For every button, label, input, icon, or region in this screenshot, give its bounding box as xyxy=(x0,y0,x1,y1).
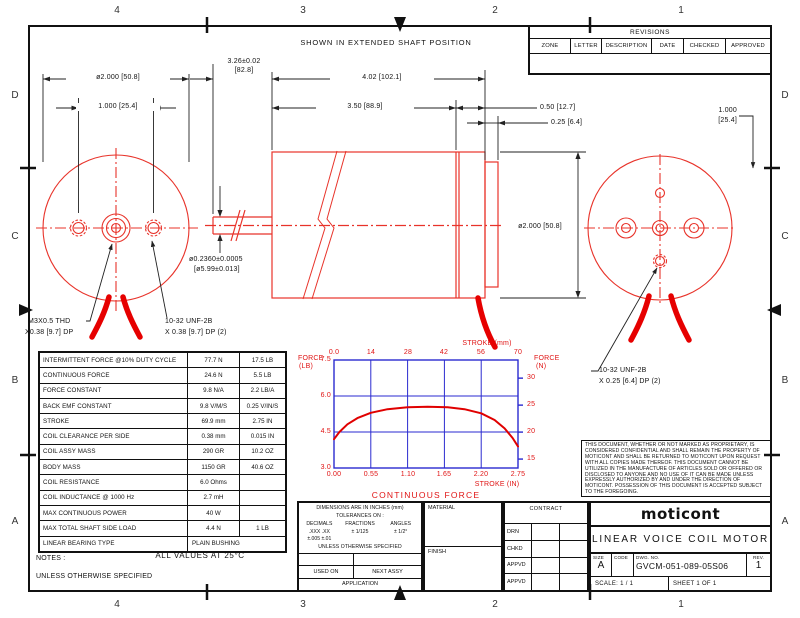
callout-m3-thread-depth: X0.38 [9.7] DP xyxy=(25,329,74,336)
zone-label-top: 1 xyxy=(678,5,684,16)
revisions-col-checked: CHECKED xyxy=(684,39,726,53)
rev-value: 1 xyxy=(755,560,762,571)
tol-angles-1: ± 1/2° xyxy=(394,528,408,535)
next-assy-label: NEXT ASSY xyxy=(372,569,403,575)
spec-metric: 24.6 N xyxy=(187,368,239,382)
spec-imperial xyxy=(239,491,285,505)
zone-label-top: 2 xyxy=(492,5,498,16)
finish-label: FINISH xyxy=(428,549,447,555)
dim-left-diameter: ø2.000 [50.8] xyxy=(66,74,170,82)
spec-label: COIL RESISTANCE xyxy=(43,479,100,487)
chart-left-axis-label: FORCE xyxy=(298,355,324,362)
revisions-title: REVISIONS xyxy=(530,27,770,39)
approval-row xyxy=(505,573,587,590)
zone-label-top: 3 xyxy=(300,5,306,16)
dim-shaft-diameter-mm: [ø5.99±0.013] xyxy=(194,266,240,273)
zone-label-bottom: 4 xyxy=(114,599,120,610)
spec-metric: 40 W xyxy=(187,506,239,520)
chart-bottom-tick: 0.00 xyxy=(326,471,342,478)
spec-label: COIL INDUCTANCE @ 1000 Hz xyxy=(43,494,135,502)
tol-angles-header: ANGLES xyxy=(390,521,412,527)
dim-left-hole-spacing: 1.000 [25.4] xyxy=(76,103,160,111)
zone-label-right: B xyxy=(781,375,789,386)
title-block xyxy=(589,501,772,592)
chart-right-tick: 25 xyxy=(527,401,536,408)
spec-row xyxy=(40,368,285,383)
chart-bottom-tick: 0.55 xyxy=(363,471,379,478)
dim-retracted-length: 3.26±0.02 xyxy=(227,58,261,65)
spec-metric: 0.38 mm xyxy=(187,429,239,443)
spec-imperial: 2.75 IN xyxy=(239,414,285,428)
zone-label-left: A xyxy=(11,516,19,527)
size-value: A xyxy=(597,560,605,571)
application-label: APPLICATION xyxy=(299,578,421,590)
chart-bottom-tick: 1.10 xyxy=(400,471,416,478)
spec-row xyxy=(40,475,285,490)
spec-row xyxy=(40,445,285,460)
chart-right-tick: 30 xyxy=(527,374,536,381)
chart-bottom-tick: 2.75 xyxy=(510,471,526,478)
approval-row xyxy=(505,557,587,574)
spec-table xyxy=(38,351,287,553)
spec-metric: 4.4 N xyxy=(187,521,239,535)
spec-metric: PLAIN BUSHING xyxy=(187,537,285,551)
spec-imperial: 1 LB xyxy=(239,521,285,535)
spec-row xyxy=(40,399,285,414)
chart-top-axis-label: STROKE (mm) xyxy=(462,340,512,347)
zone-label-right: A xyxy=(781,516,789,527)
revisions-table xyxy=(528,25,772,75)
spec-row xyxy=(40,460,285,475)
spec-metric: 69.9 mm xyxy=(187,414,239,428)
dwg-no-label: DWG. NO. xyxy=(636,555,660,560)
notes-unless: UNLESS OTHERWISE SPECIFIED xyxy=(36,573,153,580)
zone-label-left: D xyxy=(11,90,19,101)
spec-metric: 6.0 Ohms xyxy=(187,475,239,489)
spec-imperial: 17.5 LB xyxy=(239,353,285,367)
spec-label: INTERMITTENT FORCE @10% DUTY CYCLE xyxy=(43,356,177,364)
sheet-value: SHEET 1 OF 1 xyxy=(673,580,717,587)
dim-cap-length: 0.50 [12.7] xyxy=(540,104,576,111)
material-label: MATERIAL xyxy=(425,503,501,547)
chart-left-axis-label: (LB) xyxy=(299,363,314,370)
chart-bottom-tick: 2.20 xyxy=(473,471,489,478)
chart-left-tick: 6.0 xyxy=(320,392,331,399)
spec-label: STROKE xyxy=(43,417,70,425)
chart-title: CONTINUOUS FORCE xyxy=(371,490,481,500)
tolerance-line-1: DIMENSIONS ARE IN INCHES (mm) xyxy=(316,505,404,511)
used-on-row xyxy=(299,565,421,578)
chart-left-tick: 4.5 xyxy=(320,428,331,435)
view-caption: SHOWN IN EXTENDED SHAFT POSITION xyxy=(300,38,472,47)
chart-top-tick: 56 xyxy=(476,349,486,356)
chart-right-axis-label: FORCE xyxy=(534,355,560,362)
spec-imperial: 0.25 V/IN/S xyxy=(239,399,285,413)
zone-label-bottom: 3 xyxy=(300,599,306,610)
code-label: CODE xyxy=(614,555,629,560)
dim-shaft-diameter: ø0.2360±0.0005 xyxy=(189,256,243,263)
spec-row xyxy=(40,384,285,399)
spec-metric: 1150 GR xyxy=(187,460,239,474)
tol-decimals-1: .XXX .XX xyxy=(308,528,330,535)
spec-metric: 9.8 V/M/S xyxy=(187,399,239,413)
drawing-title: LINEAR VOICE COIL MOTOR xyxy=(592,534,769,545)
spec-metric: 2.7 mH xyxy=(187,491,239,505)
zone-label-left: B xyxy=(11,375,19,386)
tol-decimals-header: DECIMALS xyxy=(306,521,333,527)
spec-row xyxy=(40,414,285,429)
chart-left-tick: 3.0 xyxy=(320,464,331,471)
dim-right-hole-spacing: 1.000 xyxy=(718,107,737,114)
material-block xyxy=(423,501,503,592)
dim-extended-length: 4.02 [102.1] xyxy=(330,74,434,82)
dim-end-cap-length: 0.25 [6.4] xyxy=(551,119,583,126)
tolerance-block xyxy=(297,501,423,592)
zone-label-bottom: 2 xyxy=(492,599,498,610)
spec-label: FORCE CONSTANT xyxy=(43,387,102,395)
drn-label: DRN xyxy=(505,524,532,540)
chart-bottom-tick: 1.65 xyxy=(436,471,452,478)
spec-imperial xyxy=(239,506,285,520)
continuous-force-chart xyxy=(296,338,566,508)
spec-label: MAX CONTINUOUS POWER xyxy=(43,509,127,517)
size-row xyxy=(591,552,770,576)
spec-row xyxy=(40,491,285,506)
scale-value: SCALE: 1 / 1 xyxy=(591,577,669,590)
tol-fractions-header: FRACTIONS xyxy=(345,521,375,527)
spec-imperial: 5.5 LB xyxy=(239,368,285,382)
chart-top-tick: 42 xyxy=(439,349,449,356)
spec-label: COIL ASSY MASS xyxy=(43,448,96,456)
callout-right-tap-depth: X 0.25 [6.4] DP (2) xyxy=(599,378,661,385)
scale-row xyxy=(591,576,770,590)
spec-imperial: 40.6 OZ xyxy=(239,460,285,474)
chart-left-tick: 7.5 xyxy=(320,356,331,363)
spec-imperial: 2.2 LB/A xyxy=(239,384,285,398)
spec-imperial xyxy=(239,475,285,489)
application-empty-row xyxy=(299,553,421,565)
zone-label-right: D xyxy=(781,90,789,101)
spec-label: BACK EMF CONSTANT xyxy=(43,402,112,410)
revisions-col-description: DESCRIPTION xyxy=(602,39,652,53)
all-values-note: ALL VALUES AT 25°C xyxy=(155,551,245,560)
spec-label: BODY MASS xyxy=(43,463,81,471)
spec-row xyxy=(40,353,285,368)
spec-label: COIL CLEARANCE PER SIDE xyxy=(43,433,130,441)
chart-top-tick: 14 xyxy=(366,349,376,356)
spec-metric: 290 GR xyxy=(187,445,239,459)
spec-row xyxy=(40,506,285,521)
approval-row xyxy=(505,523,587,540)
size-label: SIZE xyxy=(593,555,605,560)
callout-right-tap: 10-32 UNF-2B xyxy=(599,367,647,374)
notes-label: NOTES : xyxy=(36,555,66,562)
appvd-label: APPVD xyxy=(505,558,532,574)
tolerance-unless: UNLESS OTHERWISE SPECIFIED xyxy=(318,544,402,550)
revisions-col-date: DATE xyxy=(652,39,684,53)
contract-label: CONTRACT xyxy=(529,506,563,512)
zone-label-right: C xyxy=(781,231,789,242)
tol-decimals-2: ±.005 ±.01 xyxy=(307,536,332,542)
callout-left-tap-depth: X 0.38 [9.7] DP (2) xyxy=(165,329,227,336)
spec-label: CONTINUOUS FORCE xyxy=(43,371,110,379)
spec-label: LINEAR BEARING TYPE xyxy=(43,540,115,548)
revisions-header-row xyxy=(530,39,770,54)
dim-body-diameter: ø2.000 [50.8] xyxy=(504,223,576,231)
dim-retracted-length-mm: [82.8] xyxy=(234,67,254,74)
spec-metric: 77.7 N xyxy=(187,353,239,367)
chart-bottom-axis-label: STROKE (IN) xyxy=(474,481,520,488)
contract-block xyxy=(503,501,589,592)
used-on-label: USED ON xyxy=(299,566,354,578)
spec-row xyxy=(40,521,285,536)
zone-label-left: C xyxy=(11,231,19,242)
callout-left-tap: 10-32 UNF-2B xyxy=(165,318,213,325)
spec-row xyxy=(40,429,285,444)
spec-row xyxy=(40,537,285,551)
callout-m3-thread: M3X0.5 THD xyxy=(28,318,71,325)
proprietary-notice: THIS DOCUMENT, WHETHER OR NOT MARKED AS PROPRIETARY, IS CONSIDERED CONFIDENTIAL AND SHALL REMAIN THE PROPERTY OF MOTICONT AND SHALL BE RETURNED TO MOTICONT UPON REQUEST WITH ALL COPIES MADE THEREOF. THIS DOCUMENT CANNOT BE UTILIZED IN THE MANUFACTURE OF ARTICLES SOLD OR OFFERED OR DISCLOSED TO ANYONE AND NO USE OF IT CAN BE MADE UNLESS EXPRESSLY AUTHORIZED BY AND UNDER THE DIRECTION OF MOTICONT. POSSESSION OF THIS DOCUMENT IS ACCEPTED SUBJECT TO THE FOREGOING. xyxy=(581,440,771,497)
zone-label-bottom: 1 xyxy=(678,599,684,610)
spec-imperial: 0.015 IN xyxy=(239,429,285,443)
chart-right-axis-label: (N) xyxy=(536,363,547,370)
company-logo: moticont xyxy=(591,503,770,527)
dim-right-hole-spacing-mm: [25.4] xyxy=(718,117,737,124)
chkd-label: CHKD xyxy=(505,541,532,557)
tolerance-columns xyxy=(299,521,421,542)
chart-top-tick: 28 xyxy=(403,349,413,356)
approval-row xyxy=(505,540,587,557)
dwg-no-value: GVCM-051-089-05S06 xyxy=(636,561,729,571)
zone-label-top: 4 xyxy=(114,5,120,16)
spec-metric: 9.8 N/A xyxy=(187,384,239,398)
chart-top-tick: 0.0 xyxy=(328,349,340,356)
spec-imperial: 10.2 OZ xyxy=(239,445,285,459)
dim-body-length: 3.50 [88.9] xyxy=(316,103,414,111)
revisions-col-approved: APPROVED xyxy=(731,43,765,49)
rev-label: REV. xyxy=(752,555,765,560)
spec-label: MAX TOTAL SHAFT SIDE LOAD xyxy=(43,524,137,532)
chart-right-tick: 15 xyxy=(527,455,536,462)
revisions-col-letter: LETTER xyxy=(571,39,602,53)
tol-fractions-1: ± 1/125 xyxy=(351,528,369,535)
revisions-col-zone: ZONE xyxy=(530,39,571,53)
chart-right-tick: 20 xyxy=(527,428,536,435)
chart-top-tick: 70 xyxy=(513,349,523,356)
tolerance-line-2: TOLERANCES ON : xyxy=(336,513,384,519)
appvd-label: APPVD xyxy=(505,574,532,590)
